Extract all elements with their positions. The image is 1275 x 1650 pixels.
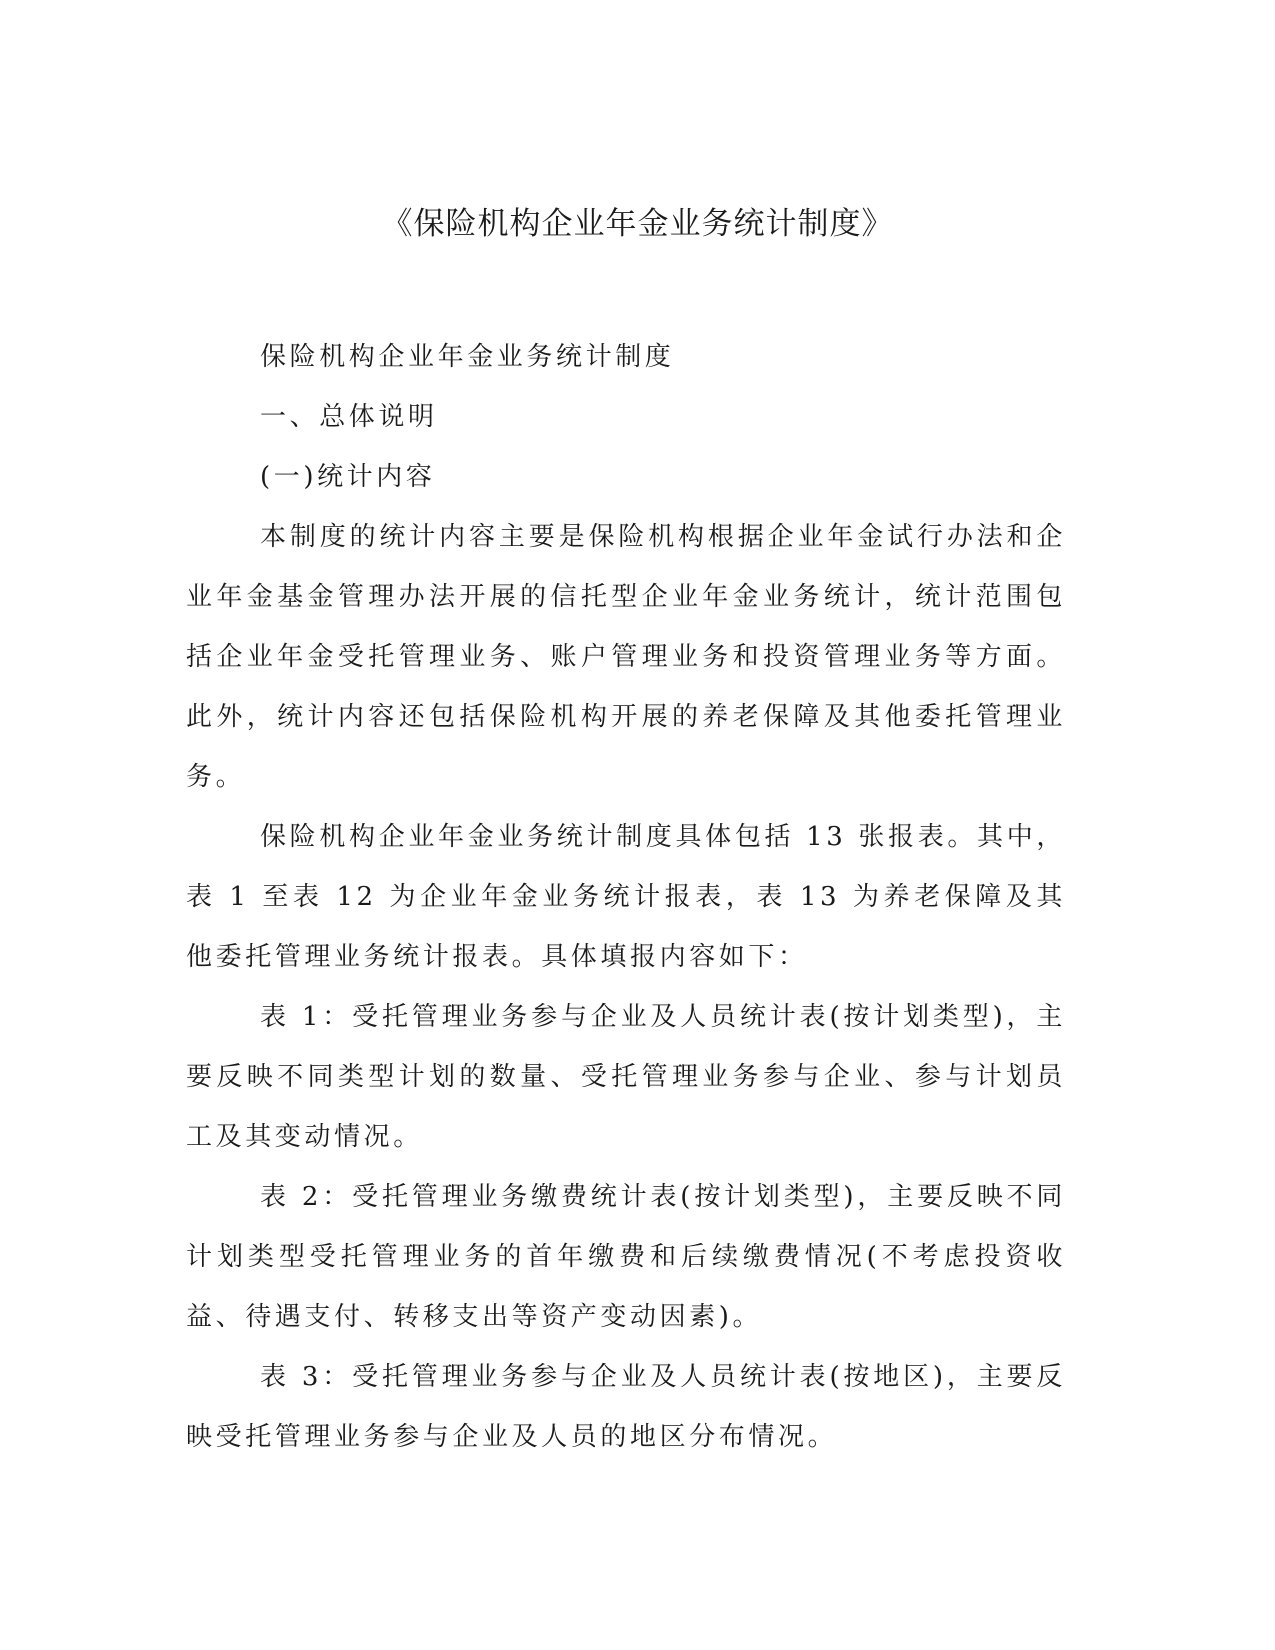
paragraph-table-2: 表 2：受托管理业务缴费统计表(按计划类型)，主要反映不同计划类型受托管理业务的首年缴费和后续缴费情况(不考虑投资收益、待遇支付、转移支出等资产变动因素)。	[186, 1182, 1066, 1332]
paragraph-section-1: 一、总体说明	[260, 402, 438, 432]
document-title: 《保险机构企业年金业务统计制度》	[381, 206, 894, 242]
paragraph-heading: 保险机构企业年金业务统计制度	[260, 342, 675, 372]
paragraph-content-scope: 本制度的统计内容主要是保险机构根据企业年金试行办法和企业年金基金管理办法开展的信托型企业年金业务统计，统计范围包括企业年金受托管理业务、账户管理业务和投资管理业务等方面。此外，统计内容还包括保险机构开展的养老保障及其他委托管理业务。	[186, 522, 1066, 792]
paragraph-table-3: 表 3：受托管理业务参与企业及人员统计表(按地区)，主要反映受托管理业务参与企业及人员的地区分布情况。	[186, 1362, 1066, 1452]
paragraph-report-list: 保险机构企业年金业务统计制度具体包括 13 张报表。其中，表 1 至表 12 为企业年金业务统计报表，表 13 为养老保障及其他委托管理业务统计报表。具体填报内容如下：	[186, 822, 1066, 972]
document-body	[186, 327, 1066, 1467]
paragraph-table-1: 表 1：受托管理业务参与企业及人员统计表(按计划类型)，主要反映不同类型计划的数量、受托管理业务参与企业、参与计划员工及其变动情况。	[186, 1002, 1066, 1152]
paragraph-subsection-1: (一)统计内容	[260, 462, 436, 492]
